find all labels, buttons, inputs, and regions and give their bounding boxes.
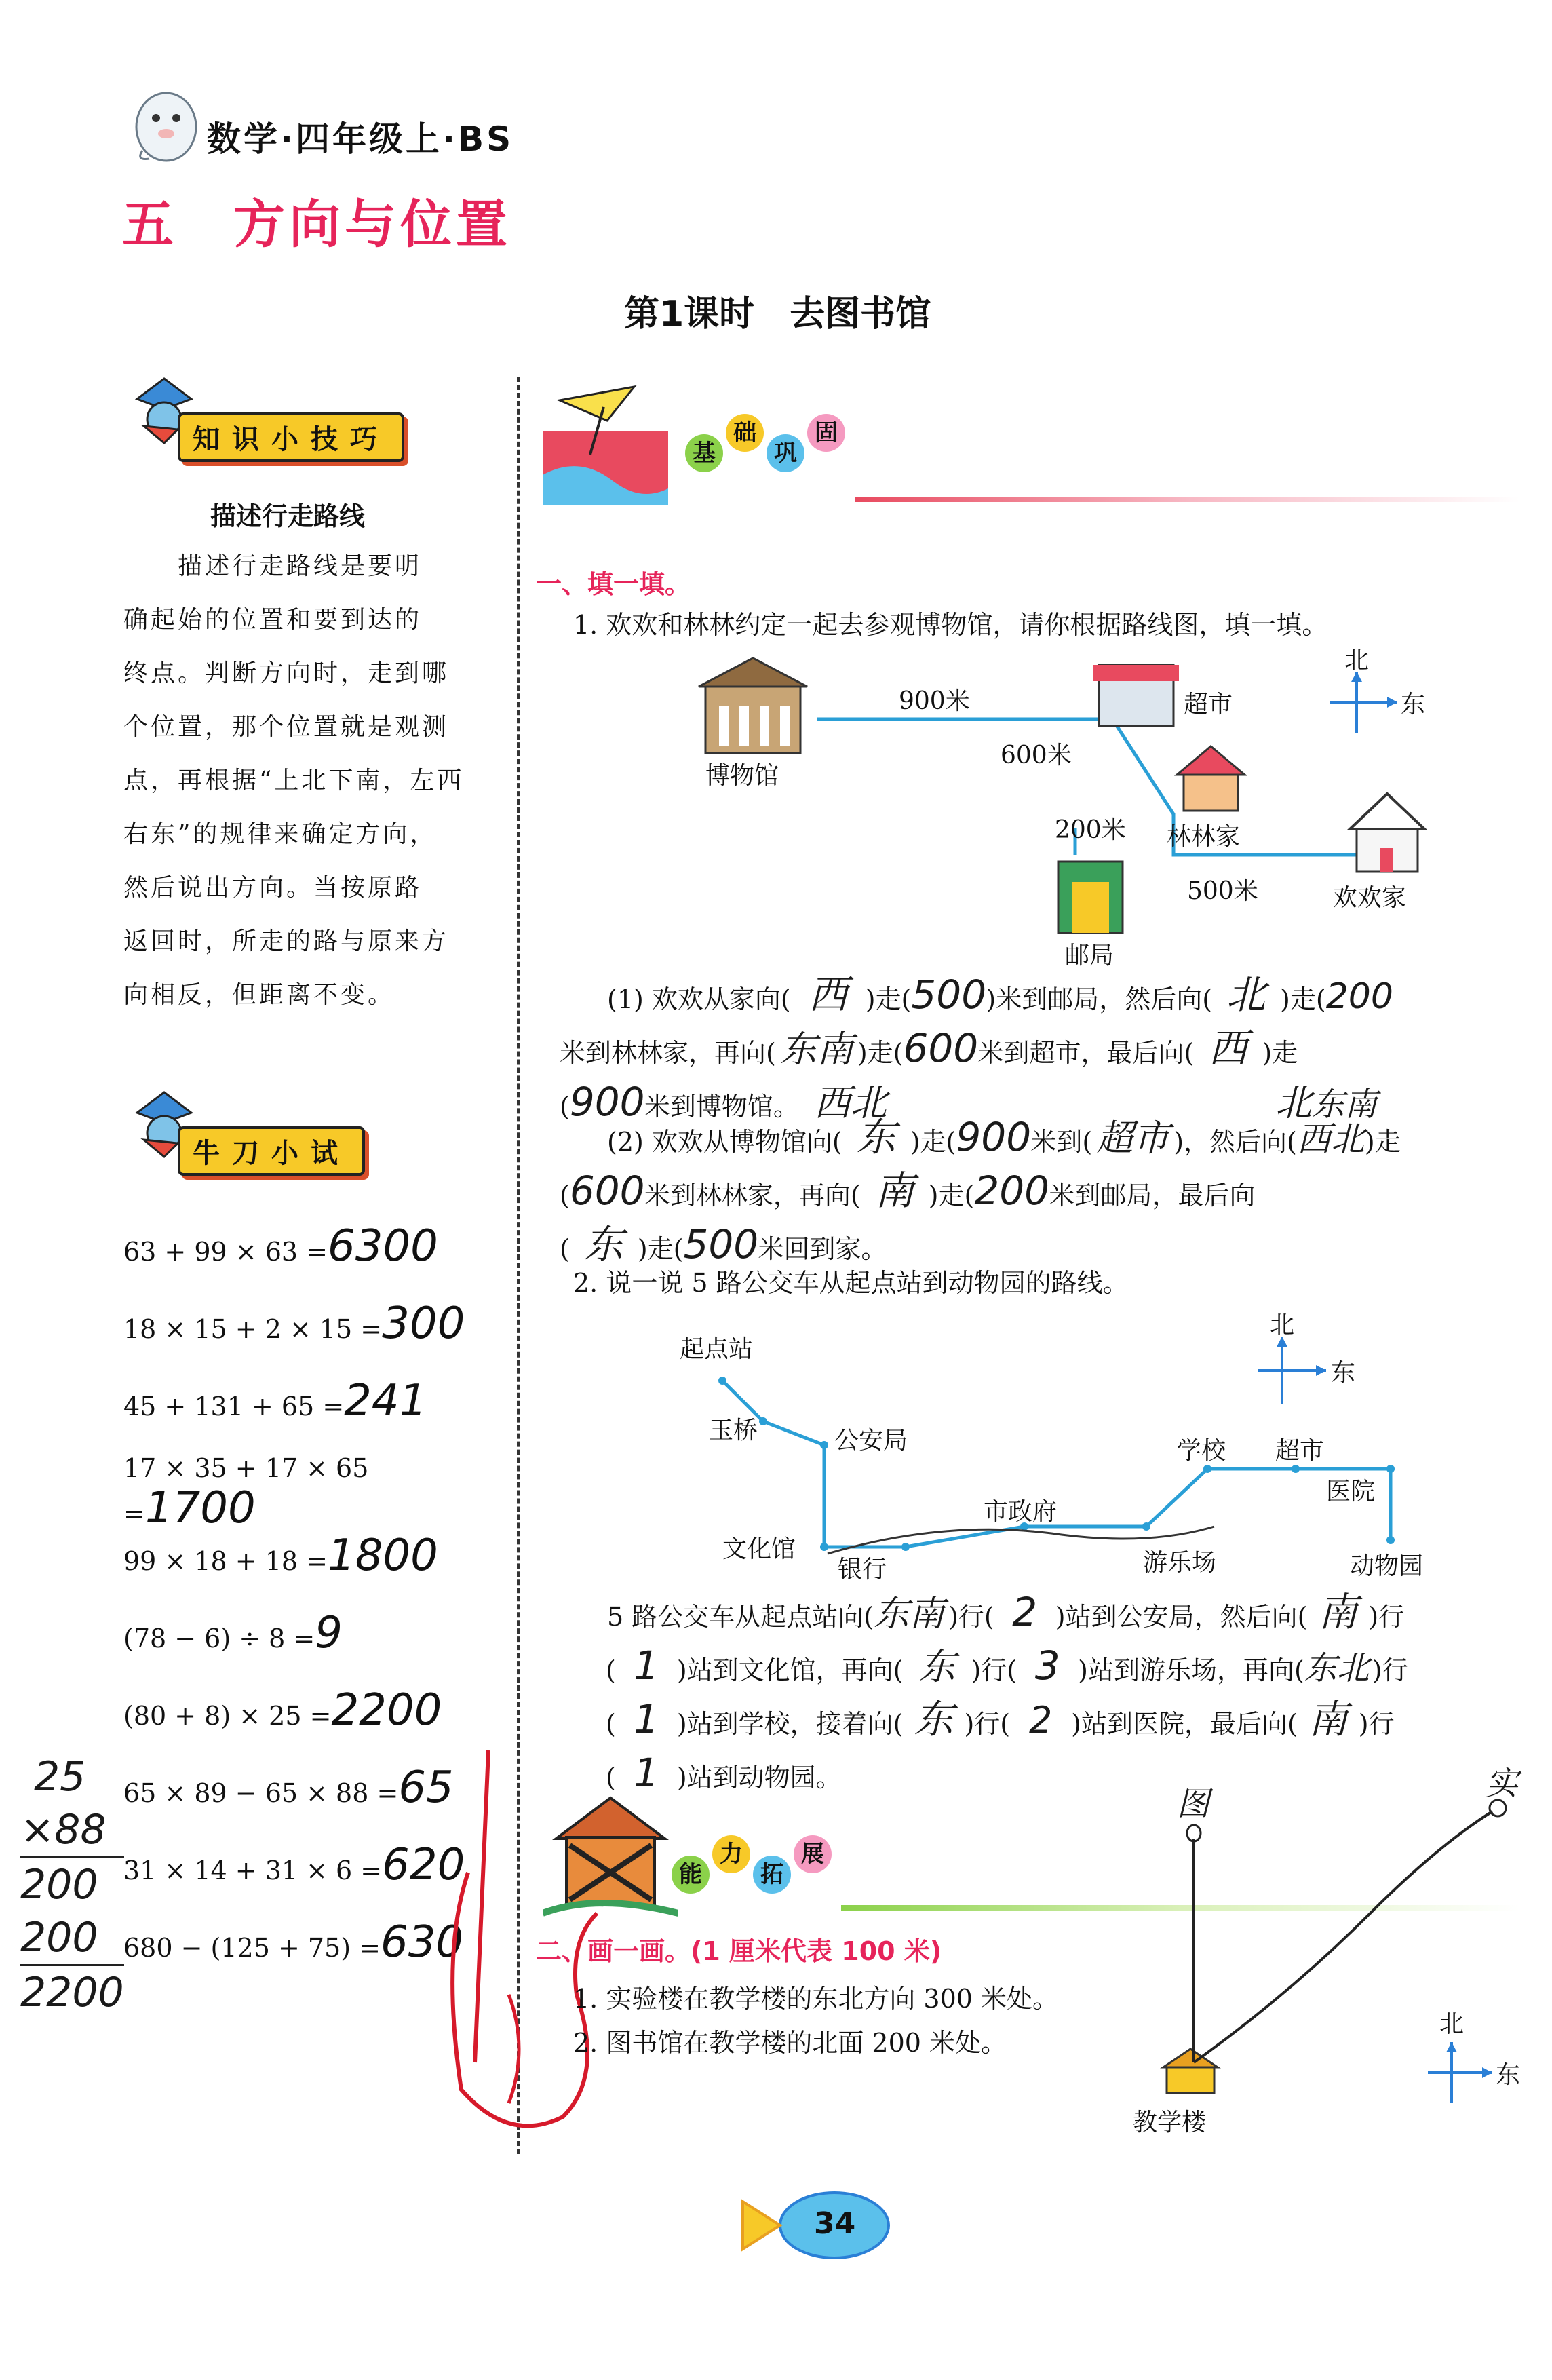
scratch-line: 25 [34,1753,86,1801]
badge-char: 固 [807,414,845,452]
stop-hospital-label: 医院 [1326,1478,1376,1505]
scratch-line: 200 [20,1861,98,1908]
section2-header-art [543,1784,678,1920]
q2-answers: 5 路公交车从起点站向(东南 )行( 2 )站到公安局，然后向( 南 )行 ( 1 )站到文化馆，再向( 东 )行( 3 )站到游乐场，再向(东北 )行 ( 1 )站到学校，接着向( 东 )行( 2 )站到医院，最后向( 南 )行 ( 1 )站到动物园。 [606,1589,1408,1796]
scribble-note: 西北 [813,1081,887,1124]
building-label: 教学楼 [1133,2109,1207,2136]
badge-char: 基 [685,434,723,472]
scratch-line: 200 [20,1911,124,1966]
answer-blank[interactable]: 2 [1028,1699,1053,1742]
answer-blank[interactable]: 东 [918,1645,956,1688]
badge-char: 能 [672,1856,710,1894]
tips-line: 右东”的规律来确定方向， [123,820,438,848]
calc-expr: 31 × 14 + 31 × 6 = [123,1856,383,1885]
stop-culture-label: 文化馆 [722,1535,796,1563]
answer-blank[interactable]: 900 [956,1114,1032,1160]
calc-expr: (78 − 6) ÷ 8 = [123,1624,315,1653]
tips-line: 终点。判断方向时，走到哪 [123,659,450,687]
calc-row [123,1453,503,1531]
calc-expr: (80 + 8) × 25 = [123,1701,332,1731]
answer-blank[interactable]: 西 [808,972,848,1018]
compass-east-label: 东 [1401,691,1426,718]
badge-char: 巩 [767,434,804,472]
stop-park-label: 游乐场 [1143,1549,1217,1577]
page-number: 34 [814,2206,856,2241]
map-distance-500: 500米 [1187,877,1258,905]
stop-cityhall-label: 市政府 [984,1498,1058,1526]
q1-part1: (1) 欢欢从家向( 西 )走(500)米到邮局，然后向( 北 )走(200 米到林林家，再向( 东南 )走(600米到超市，最后向( 西 )走 (900米到博物馆。 西北 北东南 [560,972,1393,1125]
calc-answer: 300 [382,1299,465,1349]
answer-blank[interactable]: 东北 [1304,1649,1370,1687]
stop-market-label: 超市 [1275,1437,1325,1465]
answer-blank[interactable]: 东南 [874,1594,945,1634]
stop-bank-label: 银行 [838,1556,887,1584]
answer-blank[interactable]: 200 [1325,976,1393,1017]
scratch-line: ×88 [20,1803,124,1858]
section1-heading: 一、填一填。 [536,569,691,599]
route-map-2 [672,1303,1499,1588]
answer-blank[interactable]: 南 [874,1168,914,1214]
drawn-library-label: 图 [1177,1785,1210,1823]
s2-q1: 1. 实验楼在教学楼的东北方向 300 米处。 [573,1984,1059,2014]
calc-row [123,1608,503,1685]
calc-answer: 65 [398,1763,454,1813]
section2-badge [672,1841,834,1894]
answer-blank[interactable]: 1 [634,1696,659,1742]
calc-expr: 63 + 99 × 63 = [123,1237,328,1267]
stop-yuqiao-label: 玉桥 [709,1417,758,1444]
answer-blank[interactable]: 东南 [779,1028,853,1071]
calc-answer: 6300 [327,1221,438,1271]
unit-title: 五 方向与位置 [122,194,511,254]
calc-answer: 630 [380,1917,464,1968]
answer-blank[interactable]: 1 [634,1643,659,1689]
map-distance-200: 200米 [1055,816,1126,844]
lesson-title: 第1课时 去图书馆 [624,294,931,334]
compass-north-label: 北 [1344,647,1370,674]
calc-expr: 18 × 15 + 2 × 15 = [123,1314,383,1344]
compass-north-label: 北 [1439,2010,1464,2038]
compass-north-label: 北 [1270,1311,1295,1339]
calc-expr: 17 × 35 + 17 × 65 = [123,1453,369,1529]
stop-zoo-label: 动物园 [1350,1552,1424,1580]
map-post-label: 邮局 [1065,942,1114,970]
tips-banner: 知识小技巧 [178,412,404,462]
stop-police-label: 公安局 [834,1427,908,1455]
drawn-lab-label: 实 [1486,1765,1519,1803]
calc-row [123,1221,503,1299]
tips-line: 确起始的位置和要到达的 [123,606,423,634]
calc-answer: 620 [382,1840,465,1890]
try-banner: 牛刀小试 [178,1126,365,1176]
map-huanhuan-label: 欢欢家 [1333,884,1407,912]
map-distance-900: 900米 [899,687,970,715]
calc-row [123,1299,503,1376]
answer-blank[interactable]: 南 [1308,1696,1348,1742]
answer-blank[interactable]: 南 [1318,1589,1358,1635]
answer-blank[interactable]: 600 [903,1025,979,1071]
calc-expr: 65 × 89 − 65 × 88 = [123,1778,399,1808]
badge-char: 础 [726,414,764,452]
answer-blank[interactable]: 500 [683,1221,759,1267]
map-linlin-label: 林林家 [1167,823,1241,851]
answer-blank[interactable]: 1 [634,1750,659,1796]
scratch-work [20,1750,124,2019]
q1-prompt: 1. 欢欢和林林约定一起去参观博物馆，请你根据路线图，填一填。 [573,610,1328,640]
mascot-icon [129,76,203,164]
compass-east-label: 东 [1331,1359,1356,1387]
stop-school-label: 学校 [1177,1437,1226,1465]
scratch-line: 2200 [20,1969,124,2016]
answer-blank[interactable]: 东 [583,1221,623,1267]
calc-answer: 9 [315,1608,343,1658]
answer-blank[interactable]: 500 [911,972,987,1018]
s2-q2: 2. 图书馆在教学楼的北面 200 米处。 [573,2028,1007,2058]
answer-blank[interactable]: 2 [1012,1589,1038,1635]
answer-blank[interactable]: 西北 [1296,1119,1365,1159]
section1-badge [685,419,848,472]
answer-blank[interactable]: 东 [914,1696,954,1742]
route-map-1 [678,645,1492,970]
book-title: 数学·四年级上·BS [207,119,514,159]
tips-line: 然后说出方向。当按原路 [123,874,423,902]
calc-expr: 680 − (125 + 75) = [123,1933,381,1963]
compass-east-label: 东 [1496,2061,1521,2089]
answer-blank[interactable]: 超市 [1096,1117,1170,1159]
tips-line: 描述行走路线是要明 [123,552,423,580]
tips-line: 点，再根据“上北下南，左西 [123,767,465,794]
tips-body [123,539,490,1022]
map-museum-label: 博物馆 [705,762,779,790]
answer-blank[interactable]: 东 [856,1114,896,1160]
answer-blank[interactable]: 600 [569,1168,645,1214]
badge-char: 展 [794,1835,832,1873]
stop-start-label: 起点站 [680,1335,754,1363]
answer-blank[interactable]: 3 [1034,1643,1060,1689]
badge-char: 拓 [753,1856,791,1894]
tips-line: 向相反，但距离不变。 [123,981,395,1009]
scribble-note: 东南 [1312,1086,1378,1124]
calc-answer: 1800 [327,1531,438,1581]
scribble-note: 北 [1275,1081,1313,1124]
calc-answer: 241 [344,1376,427,1426]
calc-row [123,1376,503,1453]
section1-rule [855,497,1519,502]
answer-blank[interactable]: 200 [974,1168,1050,1214]
map-supermarket-label: 超市 [1184,691,1233,718]
answer-blank[interactable]: 西 [1208,1025,1248,1071]
calc-answer: 1700 [144,1483,256,1533]
map-distance-600: 600米 [1001,742,1072,769]
calc-expr: 45 + 131 + 65 = [123,1391,345,1421]
answer-blank[interactable]: 900 [569,1079,645,1125]
badge-char: 力 [712,1835,750,1873]
tips-line: 个位置，那个位置就是观测 [123,713,450,741]
tips-subtitle: 描述行走路线 [210,501,366,531]
section2-heading: 二、画一画。(1 厘米代表 100 米) [536,1936,942,1966]
tips-line: 返回时，所走的路与原来方 [123,927,450,955]
calc-answer: 2200 [331,1685,442,1735]
drawing-area[interactable] [1085,1765,1547,2164]
q2-prompt: 2. 说一说 5 路公交车从起点站到动物园的路线。 [573,1268,1129,1298]
calc-expr: 99 × 18 + 18 = [123,1546,328,1576]
calc-row [123,1531,503,1608]
answer-blank[interactable]: 北 [1226,972,1266,1018]
q1-part2: (2) 欢欢从博物馆向( 东 )走(900米到( 超市 )，然后向(西北)走 (600米到林林家，再向( 南 )走(200米到邮局，最后向 ( 东 )走(500米回到家。 [560,1114,1401,1267]
